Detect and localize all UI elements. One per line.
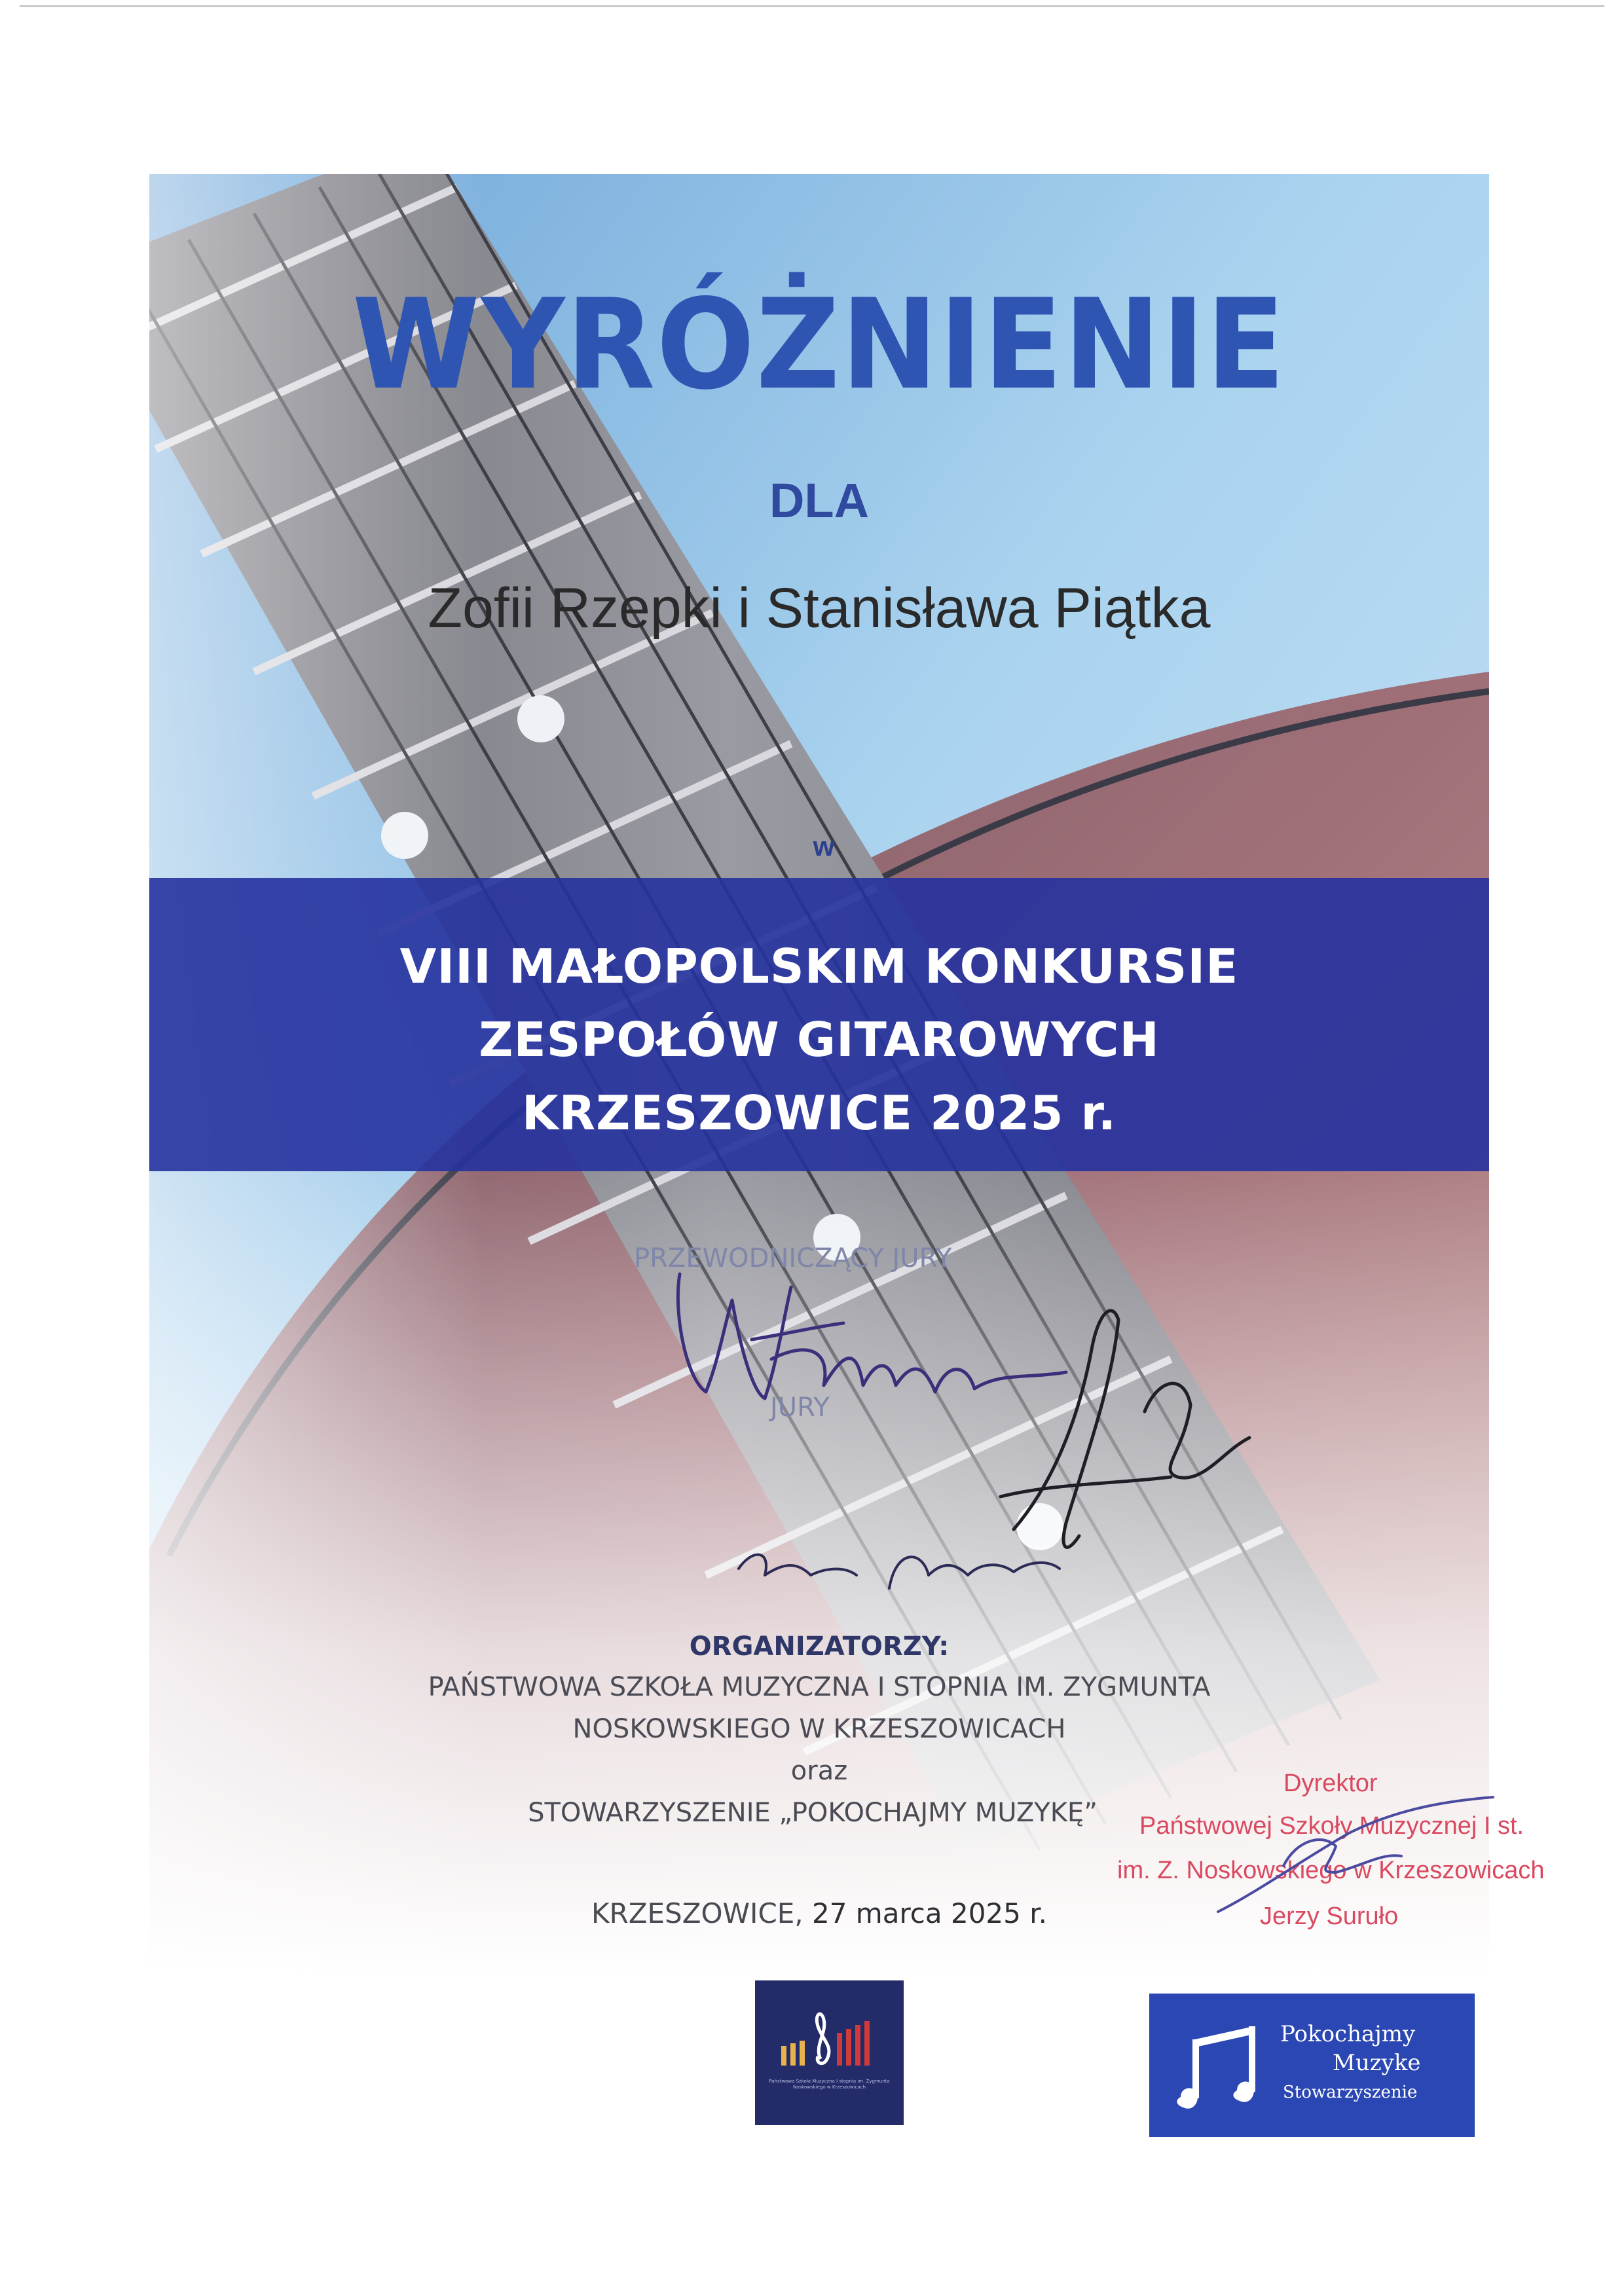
organizers-heading: ORGANIZATORZY: <box>689 1631 950 1662</box>
association-name-2: Muzyke <box>1333 2050 1421 2076</box>
stamp-line-2: Państwowej Szkoły Muzycznej I st. <box>1139 1812 1524 1840</box>
organizer-line-1: PAŃSTWOWA SZKOŁA MUZYCZNA I STOPNIA IM. ZYGMUNTA <box>428 1672 1211 1702</box>
organizer-line-4: STOWARZYSZENIE „POKOCHAJMY MUZYKĘ” <box>528 1798 1098 1828</box>
stamp-line-1: Dyrektor <box>1283 1770 1378 1797</box>
for-label: DLA <box>769 473 870 528</box>
organizer-line-3: oraz <box>790 1756 848 1786</box>
date: 27 marca 2025 r. <box>812 1897 1047 1929</box>
school-logo-mark-icon <box>775 2007 884 2072</box>
school-logo-caption: Państwowa Szkoła Muzyczna I stopnia im. Zygmunta Noskowskiego w Krzeszowicach <box>769 2079 890 2090</box>
association-name-3: Stowarzyszenie <box>1283 2083 1418 2102</box>
stamp-line-4: Jerzy Suruło <box>1260 1903 1399 1930</box>
jury-label: JURY <box>770 1393 830 1423</box>
stamp-line-3: im. Z. Noskowskiego w Krzeszowicach <box>1117 1857 1545 1884</box>
place: KRZESZOWICE, <box>591 1897 803 1929</box>
certificate-title: WYRÓŻNIENIE <box>352 272 1287 417</box>
competition-line-2: ZESPOŁÓW GITAROWYCH <box>479 1012 1160 1067</box>
director-signature <box>1205 1794 1506 1925</box>
association-logo <box>1149 1994 1475 2137</box>
scan-edge-line <box>20 5 1604 7</box>
jury-signatures <box>660 1261 1282 1628</box>
recipient-names: Zofii Rzepki i Stanisława Piątka <box>428 577 1211 640</box>
jury-chair-label: PRZEWODNICZĄCY JURY <box>634 1243 952 1273</box>
school-logo <box>755 1980 904 2125</box>
association-name-1: Pokochajmy <box>1280 2021 1416 2047</box>
in-label: w <box>813 831 835 862</box>
diploma-artwork <box>149 174 1489 1975</box>
competition-line-1: VIII MAŁOPOLSKIM KONKURSIE <box>399 939 1239 994</box>
music-note-icon <box>1175 2020 1261 2118</box>
competition-line-3: KRZESZOWICE 2025 r. <box>521 1085 1117 1140</box>
organizer-line-2: NOSKOWSKIEGO W KRZESZOWICACH <box>572 1714 1066 1744</box>
